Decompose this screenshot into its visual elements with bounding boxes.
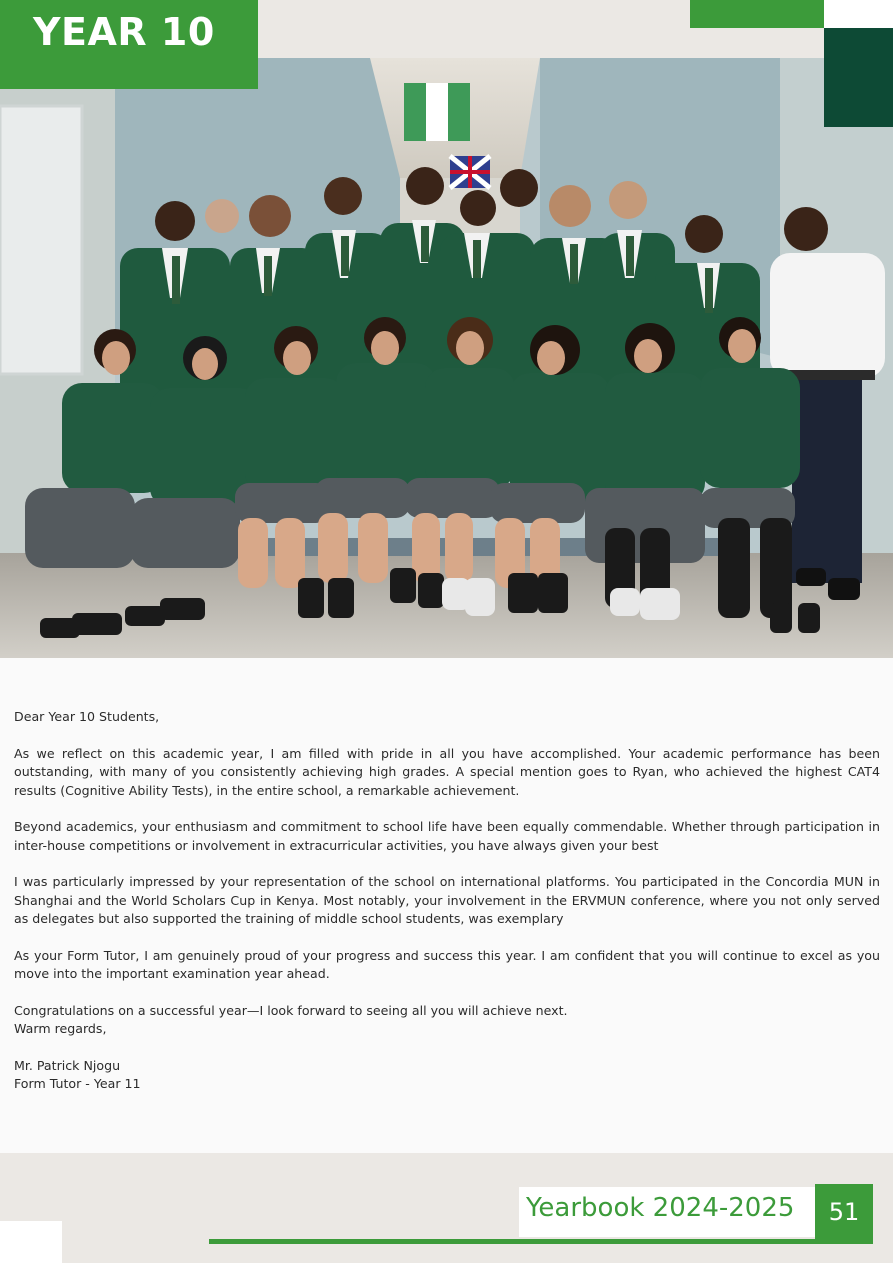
signer-role: Form Tutor - Year 11 [14, 1076, 141, 1091]
letter-closing: Congratulations on a successful year—I look forward to seeing all you will achieve next. [14, 1002, 568, 1018]
letter-body [14, 708, 880, 1094]
accent-white-block [824, 0, 893, 28]
letter-paragraph: I was particularly impressed by your representation of the school on international platforms. You participated in the Concordia MUN in Shanghai and the World Scholars Cup in Kenya. Most notably, your involvement in the ERVMUN conference, where you not only served as delegates but also supported the training of middle school students, was exemplary [14, 874, 880, 926]
accent-green-block [690, 0, 824, 28]
letter-paragraph: As we reflect on this academic year, I am filled with pride in all you have accomplished. Your academic performance has been outstanding, with many of you consistently achieving high grades. A special mention goes to Ryan, who achieved the highest CAT4 results (Cognitive Ability Tests), in the entire school, a remarkable achievement. [14, 745, 880, 798]
letter-salutation: Dear Year 10 Students, [14, 709, 160, 724]
footer-white-block [0, 1221, 62, 1263]
letter-paragraph: Beyond academics, your enthusiasm and commitment to school life have been equally commendable. Whether through participation in inter-house competitions or involvement in extracurricular activities, you have always given your best [14, 819, 880, 853]
letter-paragraph: As your Form Tutor, I am genuinely proud of your progress and success this year. I am confident that you will continue to excel as you move into the important examination year ahead. [14, 947, 880, 981]
page-number: 51 [828, 1198, 860, 1226]
accent-dark-block [824, 28, 893, 127]
signer-name: Mr. Patrick Njogu [14, 1057, 121, 1073]
class-group-photo [0, 58, 893, 658]
letter-panel [0, 658, 893, 1153]
letter-sign-off: Warm regards, [14, 1021, 107, 1036]
yearbook-label: Yearbook 2024-2025 [526, 1193, 795, 1223]
title-banner [0, 0, 258, 89]
footer-rule [209, 1239, 873, 1244]
page-title: YEAR 10 [33, 10, 215, 54]
